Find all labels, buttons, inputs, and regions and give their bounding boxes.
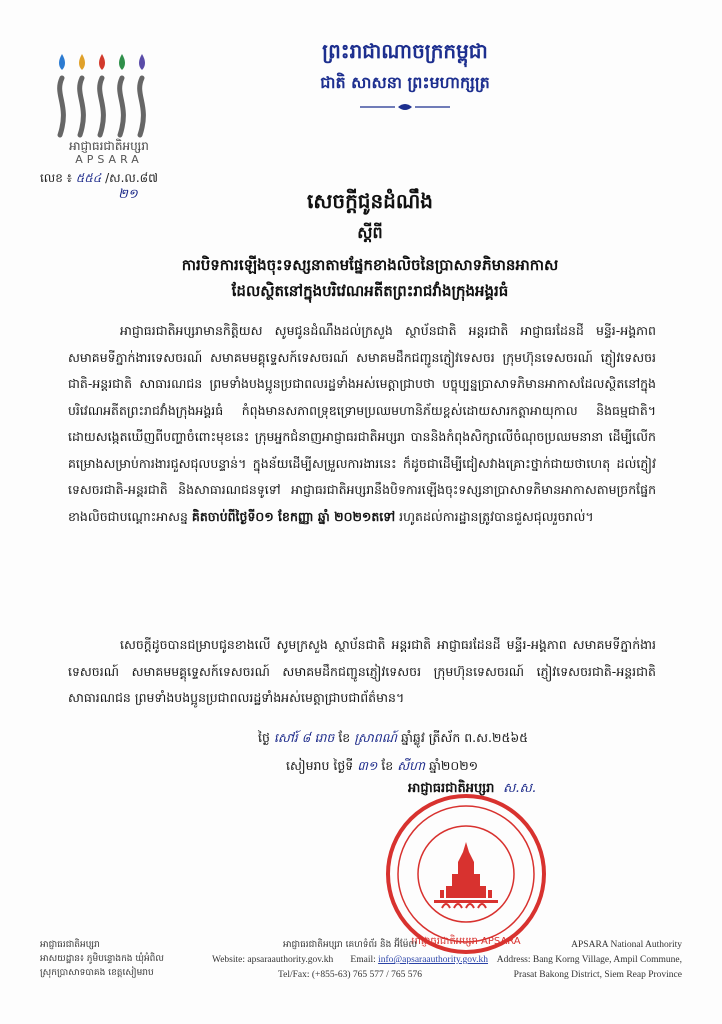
reference-label: លេខ ៖ [40,171,72,185]
kingdom-motto: ជាតិ សាសនា ព្រះមហាក្សត្រ [320,73,490,92]
official-seal-stamp [382,790,550,958]
kingdom-title: ព្រះរាជាណាចក្រកម្ពុជា [322,39,488,63]
lunar-day: សៅរ៍ ៨ រោច [273,730,335,745]
notice-subject [90,252,650,304]
reference-handwritten-date: ២១ [118,187,138,202]
solar-month: សីហា [397,758,426,773]
footer-khmer-address [40,938,164,980]
reference-handwritten-number: ៥៥៤ [75,171,102,185]
lunar-month-label: ខែ [338,730,351,745]
logo-drop-icon [119,54,125,70]
signer-name: អាជ្ញាធរជាតិអប្សរា [408,781,495,796]
body-paragraph-2 [68,632,656,712]
logo-drop-icon [139,54,145,70]
footer-left-line-1: អាជ្ញាធរជាតិអប្សរា [40,940,100,950]
reference-number [40,170,158,188]
seal-text: អាជ្ញាធរជាតិអប្សរា APSARA [411,936,521,947]
subject-line-1: ការបិទការឡើងចុះទស្សនាតាមផ្នែកខាងលិចនៃប្រាសាទភិមានអាកាស [181,256,559,274]
footer-email [350,953,488,968]
paragraph-1-text: អាជ្ញាធរជាតិអប្សរាមានកិត្តិយស សូមជូនដំណឹងដល់ក្រសួង ស្ថាប័នជាតិ អន្តរជាតិ អាជ្ញាធរដែនដី មន្ទីរ-អង្គភាព សមាគមទីភ្នាក់ងារទេសចរណ៍ សមាគមមគ្គុទ្ទេសក៍ទេសចរណ៍ សមាគមដឹកជញ្ជូនភ្ញៀវទេសចរ ក្រុមហ៊ុនទេសចរណ៍ ភ្ញៀវទេសចរជាតិ-អន្តរជាតិ សាធារណជន ព្រមទាំងបងប្អូនប្រជាពលរដ្ឋទាំងអស់មេត្តាជ្រាបថា បច្ចុប្បន្នប្រាសាទភិមានអាកាសដែលស្ថិតនៅក្នុងបរិវេណអតីតព្រះរាជវាំងក្រុងអង្គរធំ កំពុងមានសភាពទ្រុឌទ្រោមប្រឈមហានិភ័យខ្ពស់ដោយសារកត្តាអាយុកាល និងធម្មជាតិ។ ដោយសង្កេតឃើញពីបញ្ហាចំពោះមុខនេះ ក្រុមអ្នកជំនាញអាជ្ញាធរជាតិអប្សរា បាននិងកំពុងសិក្សាលើចំណុចប្រឈមនានា ដើម្បីលើកគម្រោងសម្រាប់ការងារជួសជុលបន្ទាន់។ ក្នុងន័យដើម្បីសម្រួលការងារនេះ ក៏ដូចជាដើម្បីជៀសវាងគ្រោះថ្នាក់ជាយថាហេតុ ដល់ភ្ញៀវទេសចរជាតិ-អន្តរជាតិ និងសាធារណជនទូទៅ អាជ្ញាធរជាតិអប្សរានឹងបិទការឡើងចុះទស្សនាប្រាសាទភិមានអាកាសតាមច្រកផ្នែកខាងលិចជាបណ្ដោះអាសន្ន [68,323,656,524]
paragraph-2-text: សេចក្ដីដូចបានជម្រាបជូនខាងលើ សូមក្រសួង ស្ថាប័នជាតិ អន្តរជាតិ អាជ្ញាធរដែនដី មន្ទីរ-អង្គភាព សមាគមទីភ្នាក់ងារទេសចរណ៍ សមាគមមគ្គុទ្ទេសក៍ទេសចរណ៍ សមាគមដឹកជញ្ជូនភ្ញៀវទេសចរ ក្រុមហ៊ុនទេសចរណ៍ ភ្ញៀវទេសចរជាតិ-អន្តរជាតិ សាធារណជន ព្រមទាំងបងប្អូនប្រជាពលរដ្ឋទាំងអស់មេត្តាជ្រាបជាព័ត៌មាន។ [68,637,656,705]
footer-right-line-3: Prasat Bakong District, Siem Reap Province [513,970,682,980]
lunar-date-prefix: ថ្ងៃ [258,730,270,745]
solar-year: ឆ្នាំ២០២១ [429,758,479,773]
solar-date [258,752,678,780]
footer-left-line-3: ស្រុកប្រាសាទបាគង ខេត្តសៀមរាប [40,968,154,978]
subject-line-2: ដែលស្ថិតនៅក្នុងបរិវេណអតីតព្រះរាជវាំងក្រុងអង្គរធំ [231,282,509,300]
website-value: apsaraauthority.gov.kh [247,955,334,965]
ornament-divider-icon [360,103,450,111]
signer-initials: ស.ស. [502,781,536,796]
footer-telfax: Tel/Fax: (+855-63) 765 577 / 765 576 [277,970,422,980]
notice-about: ស្ដីពី [357,223,383,242]
kingdom-header [255,38,555,115]
solar-date-prefix: សៀមរាប ថ្ងៃទី [286,758,354,773]
footer-contact [200,938,500,983]
reference-suffix: /ស.ល.៨៧ [105,171,158,185]
notice-title: សេចក្ដីជូនដំណឹង [307,189,433,213]
logo-drop-icon [79,54,85,70]
solar-month-label: ខែ [381,758,394,773]
logo-drop-icon [99,54,105,70]
lunar-month: ស្រាពណ៍ [354,730,397,745]
paragraph-1-bold-date: គិតចាប់ពីថ្ងៃទី០១ ខែកញ្ញា ឆ្នាំ ២០២១តទៅ [191,508,396,524]
footer-english-address [472,938,682,983]
email-label: Email: [350,955,376,965]
apsara-figures-icon [40,40,170,140]
footer-mid-khmer: អាជ្ញាធរជាតិអប្សរា គេហទំព័រ និង អ៊ីម៉ែល [282,940,418,950]
paragraph-1-end: រហូតដល់ការដ្ឋានត្រូវបានជួសជុលរួចរាល់។ [395,508,594,524]
footer-right-line-2: Address: Bang Korng Village, Ampil Commune, [496,955,682,965]
solar-day: ៣១ [357,758,378,773]
footer-website [212,953,333,968]
logo-khmer-name: អាជ្ញាធរជាតិអប្សរា [69,139,149,153]
notice-title-block [90,188,650,304]
logo-drop-icon [59,54,65,70]
body-paragraph-1 [68,318,656,530]
logo-latin-name: APSARA [75,153,143,166]
footer-left-line-2: អាសយដ្ឋាន៖ ភូមិបន្ទោងកង ឃុំអំពិល [40,954,164,964]
page-footer [0,938,722,1008]
email-link[interactable]: info@apsaraauthority.gov.kh [378,955,488,965]
apsara-logo [40,40,170,170]
lunar-date [258,724,678,752]
website-label: Website: [212,955,246,965]
lunar-year: ឆ្នាំឆ្លូវ ត្រីស័ក ព.ស.២៥៦៥ [400,730,529,745]
footer-right-line-1: APSARA National Authority [571,940,682,950]
date-block [258,724,678,780]
